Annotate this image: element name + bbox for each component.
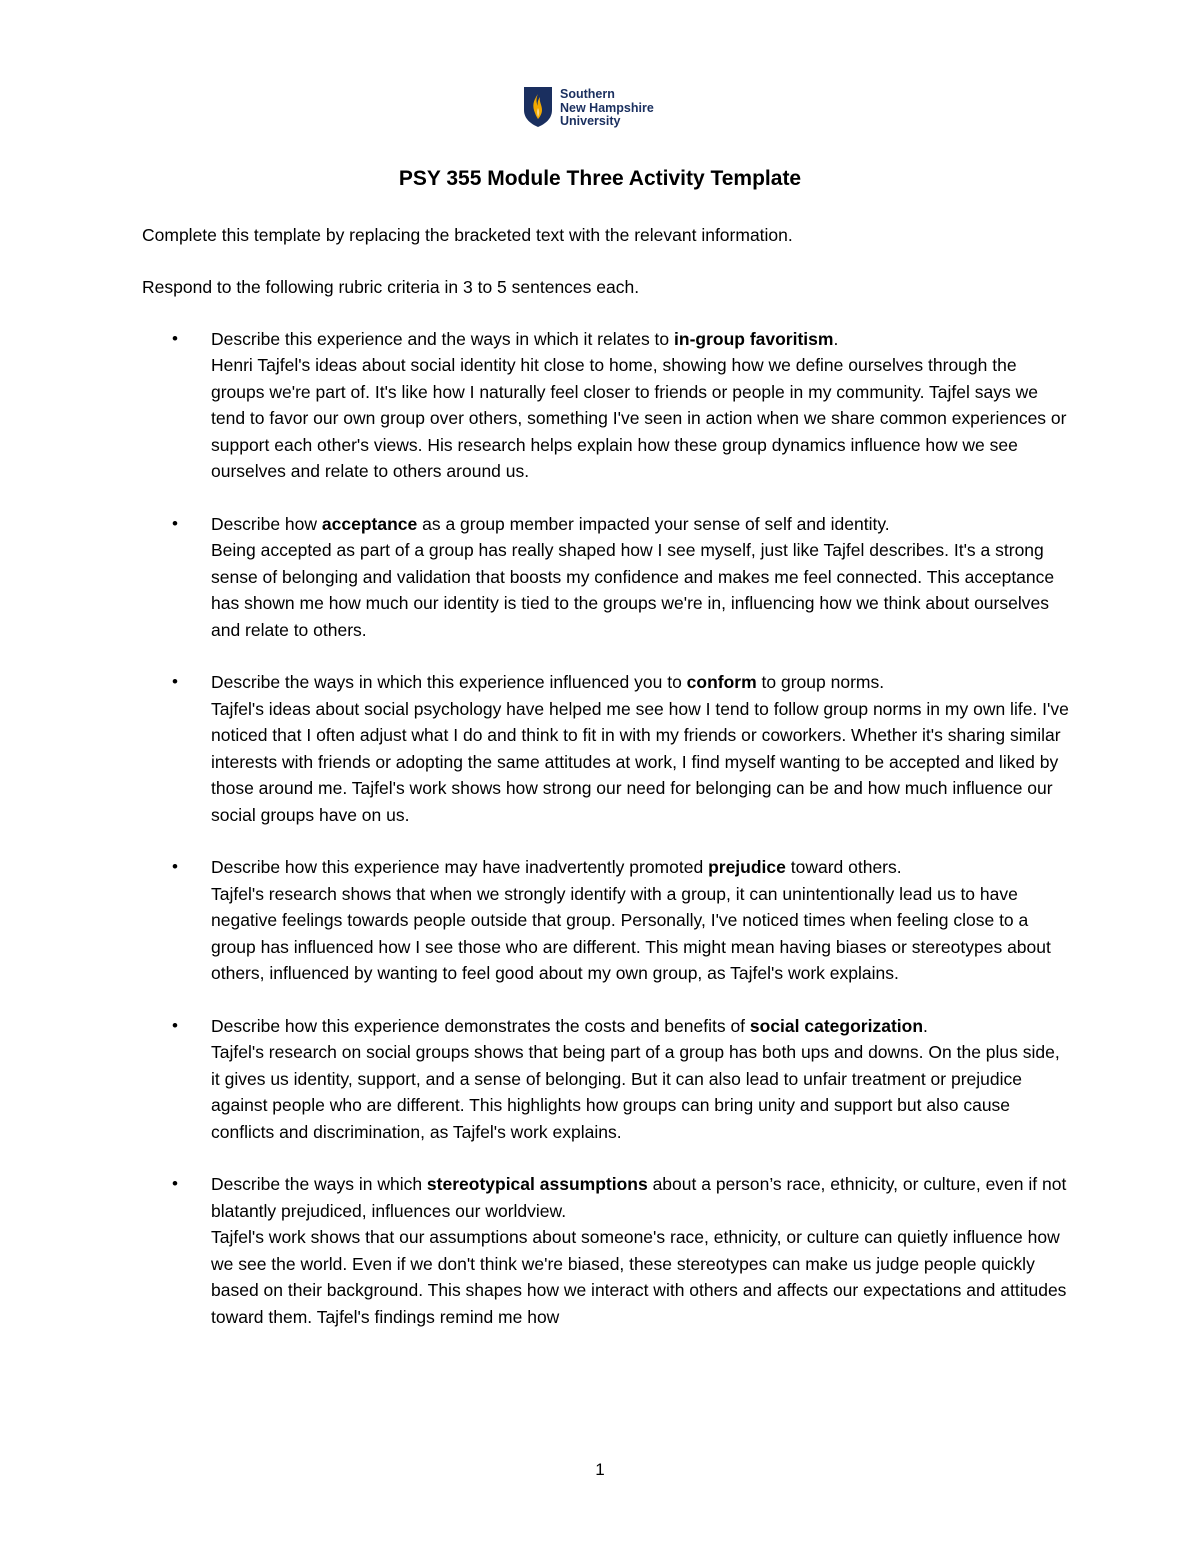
rubric-prompt [211, 511, 1072, 537]
rubric-item-in-group-favoritism [142, 326, 1072, 484]
prompt-text-end: . [833, 329, 839, 349]
logo-line-2: New Hampshire [560, 100, 654, 115]
prompt-text-end: toward others. [785, 857, 902, 878]
prompt-text: Describe how [211, 513, 322, 534]
rubric-item-conform [142, 669, 1072, 827]
rubric-prompt [211, 1013, 1072, 1039]
prompt-keyword: conform [686, 672, 757, 693]
rubric-response: Being accepted as part of a group has really shaped how I see myself, just like Tajfel describes. It's a strong sense of belonging and validation that boosts my confidence and makes me feel connected. This acceptance has shown me how much our identity is tied to the groups we're in, influencing how we think about ourselves and relate to others. [211, 540, 1055, 640]
prompt-text-end: . [923, 1015, 928, 1036]
prompt-text: Describe how this experience may have inadvertently promoted [211, 857, 709, 878]
rubric-item-stereotypical-assumptions [142, 1171, 1072, 1329]
prompt-keyword: prejudice [708, 857, 786, 878]
instruction-respond-criteria: Respond to the following rubric criteria in 3 to 5 sentences each. [142, 277, 640, 297]
prompt-text: Describe the ways in which this experience influenced you to [211, 672, 687, 693]
instruction-complete-template: Complete this template by replacing the bracketed text with the relevant information. [142, 225, 793, 245]
rubric-response: Henri Tajfel's ideas about social identity hit close to home, showing how we define ourselves through the groups we're part of. It's like how I naturally feel closer to friends or people in my community. Tajfel says we tend to favor our own group over others, something I've seen in action when we share common experiences or support each other's views. His research helps explain how these group dynamics influence how we see ourselves and relate to others around us. [211, 355, 1067, 482]
rubric-item-social-categorization [142, 1013, 1072, 1145]
prompt-keyword: in-group favoritism [674, 329, 834, 349]
prompt-keyword: stereotypical assumptions [426, 1174, 648, 1195]
prompt-keyword: social categorization [749, 1015, 924, 1036]
bullet-icon: • [172, 329, 178, 348]
bullet-icon: • [172, 857, 178, 877]
shield-flame-icon [523, 86, 553, 128]
bullet-icon: • [172, 1015, 178, 1035]
prompt-keyword: acceptance [321, 513, 418, 534]
prompt-text: Describe the ways in which [211, 1174, 427, 1195]
rubric-response: Tajfel's work shows that our assumptions about someone's race, ethnicity, or culture can quietly influence how we see the world. Even if we don't think we're biased, these stereotypes can make us judge people quickly based on their background. This shapes how we interact with others and affects our expectations and attitudes toward them. Tajfel's findings remind me how [211, 1227, 1067, 1327]
prompt-text-end: to group norms. [756, 672, 885, 693]
rubric-prompt [211, 669, 1072, 695]
rubric-response: Tajfel's ideas about social psychology have helped me see how I tend to follow group norms in my own life. I've noticed that I often adjust what I do and think to fit in with my friends or coworkers. Whether it's sharing similar interests with friends or adopting the same attitudes at work, I find myself wanting to be accepted and liked by those around me. Tajfel's work shows how strong our need for belonging can be and how much influence our social groups have on us. [211, 698, 1069, 825]
rubric-item-prejudice [142, 854, 1072, 986]
logo-wordmark [560, 88, 654, 129]
rubric-prompt [211, 326, 1072, 352]
document-title: PSY 355 Module Three Activity Template [398, 167, 802, 190]
rubric-response: Tajfel's research shows that when we strongly identify with a group, it can unintentionally lead us to have negative feelings towards people outside that group. Personally, I've noticed times when feeling close to a group has influenced how I see those who are different. This might mean having biases or stereotypes about others, influenced by wanting to feel good about my own group, as Tajfel's work explains. [211, 883, 1051, 984]
logo-line-1: Southern [560, 87, 615, 101]
prompt-text: Describe this experience and the ways in which it relates to [211, 329, 675, 349]
prompt-text: Describe how this experience demonstrates the costs and benefits of [211, 1015, 750, 1036]
prompt-text-end: about a person’s race, ethnicity, or culture, even if not blatantly prejudiced, influences our worldview. [211, 1174, 1067, 1221]
rubric-prompt [211, 854, 1072, 880]
prompt-text-end: as a group member impacted your sense of self and identity. [417, 513, 890, 534]
logo-line-3: University [560, 114, 621, 128]
bullet-icon: • [172, 672, 178, 692]
bullet-icon: • [172, 513, 178, 533]
rubric-prompt [211, 1171, 1072, 1224]
page-number: 1 [595, 1460, 605, 1479]
rubric-item-acceptance [142, 511, 1072, 643]
university-logo [523, 86, 693, 132]
rubric-response: Tajfel's research on social groups shows that being part of a group has both ups and downs. On the plus side, it gives us identity, support, and a sense of belonging. But it can also lead to unfair treatment or prejudice against people who are different. This highlights how groups can bring unity and support but also cause conflicts and discrimination, as Tajfel's work explains. [211, 1042, 1060, 1142]
bullet-icon: • [172, 1174, 178, 1194]
rubric-list [142, 326, 1072, 1356]
